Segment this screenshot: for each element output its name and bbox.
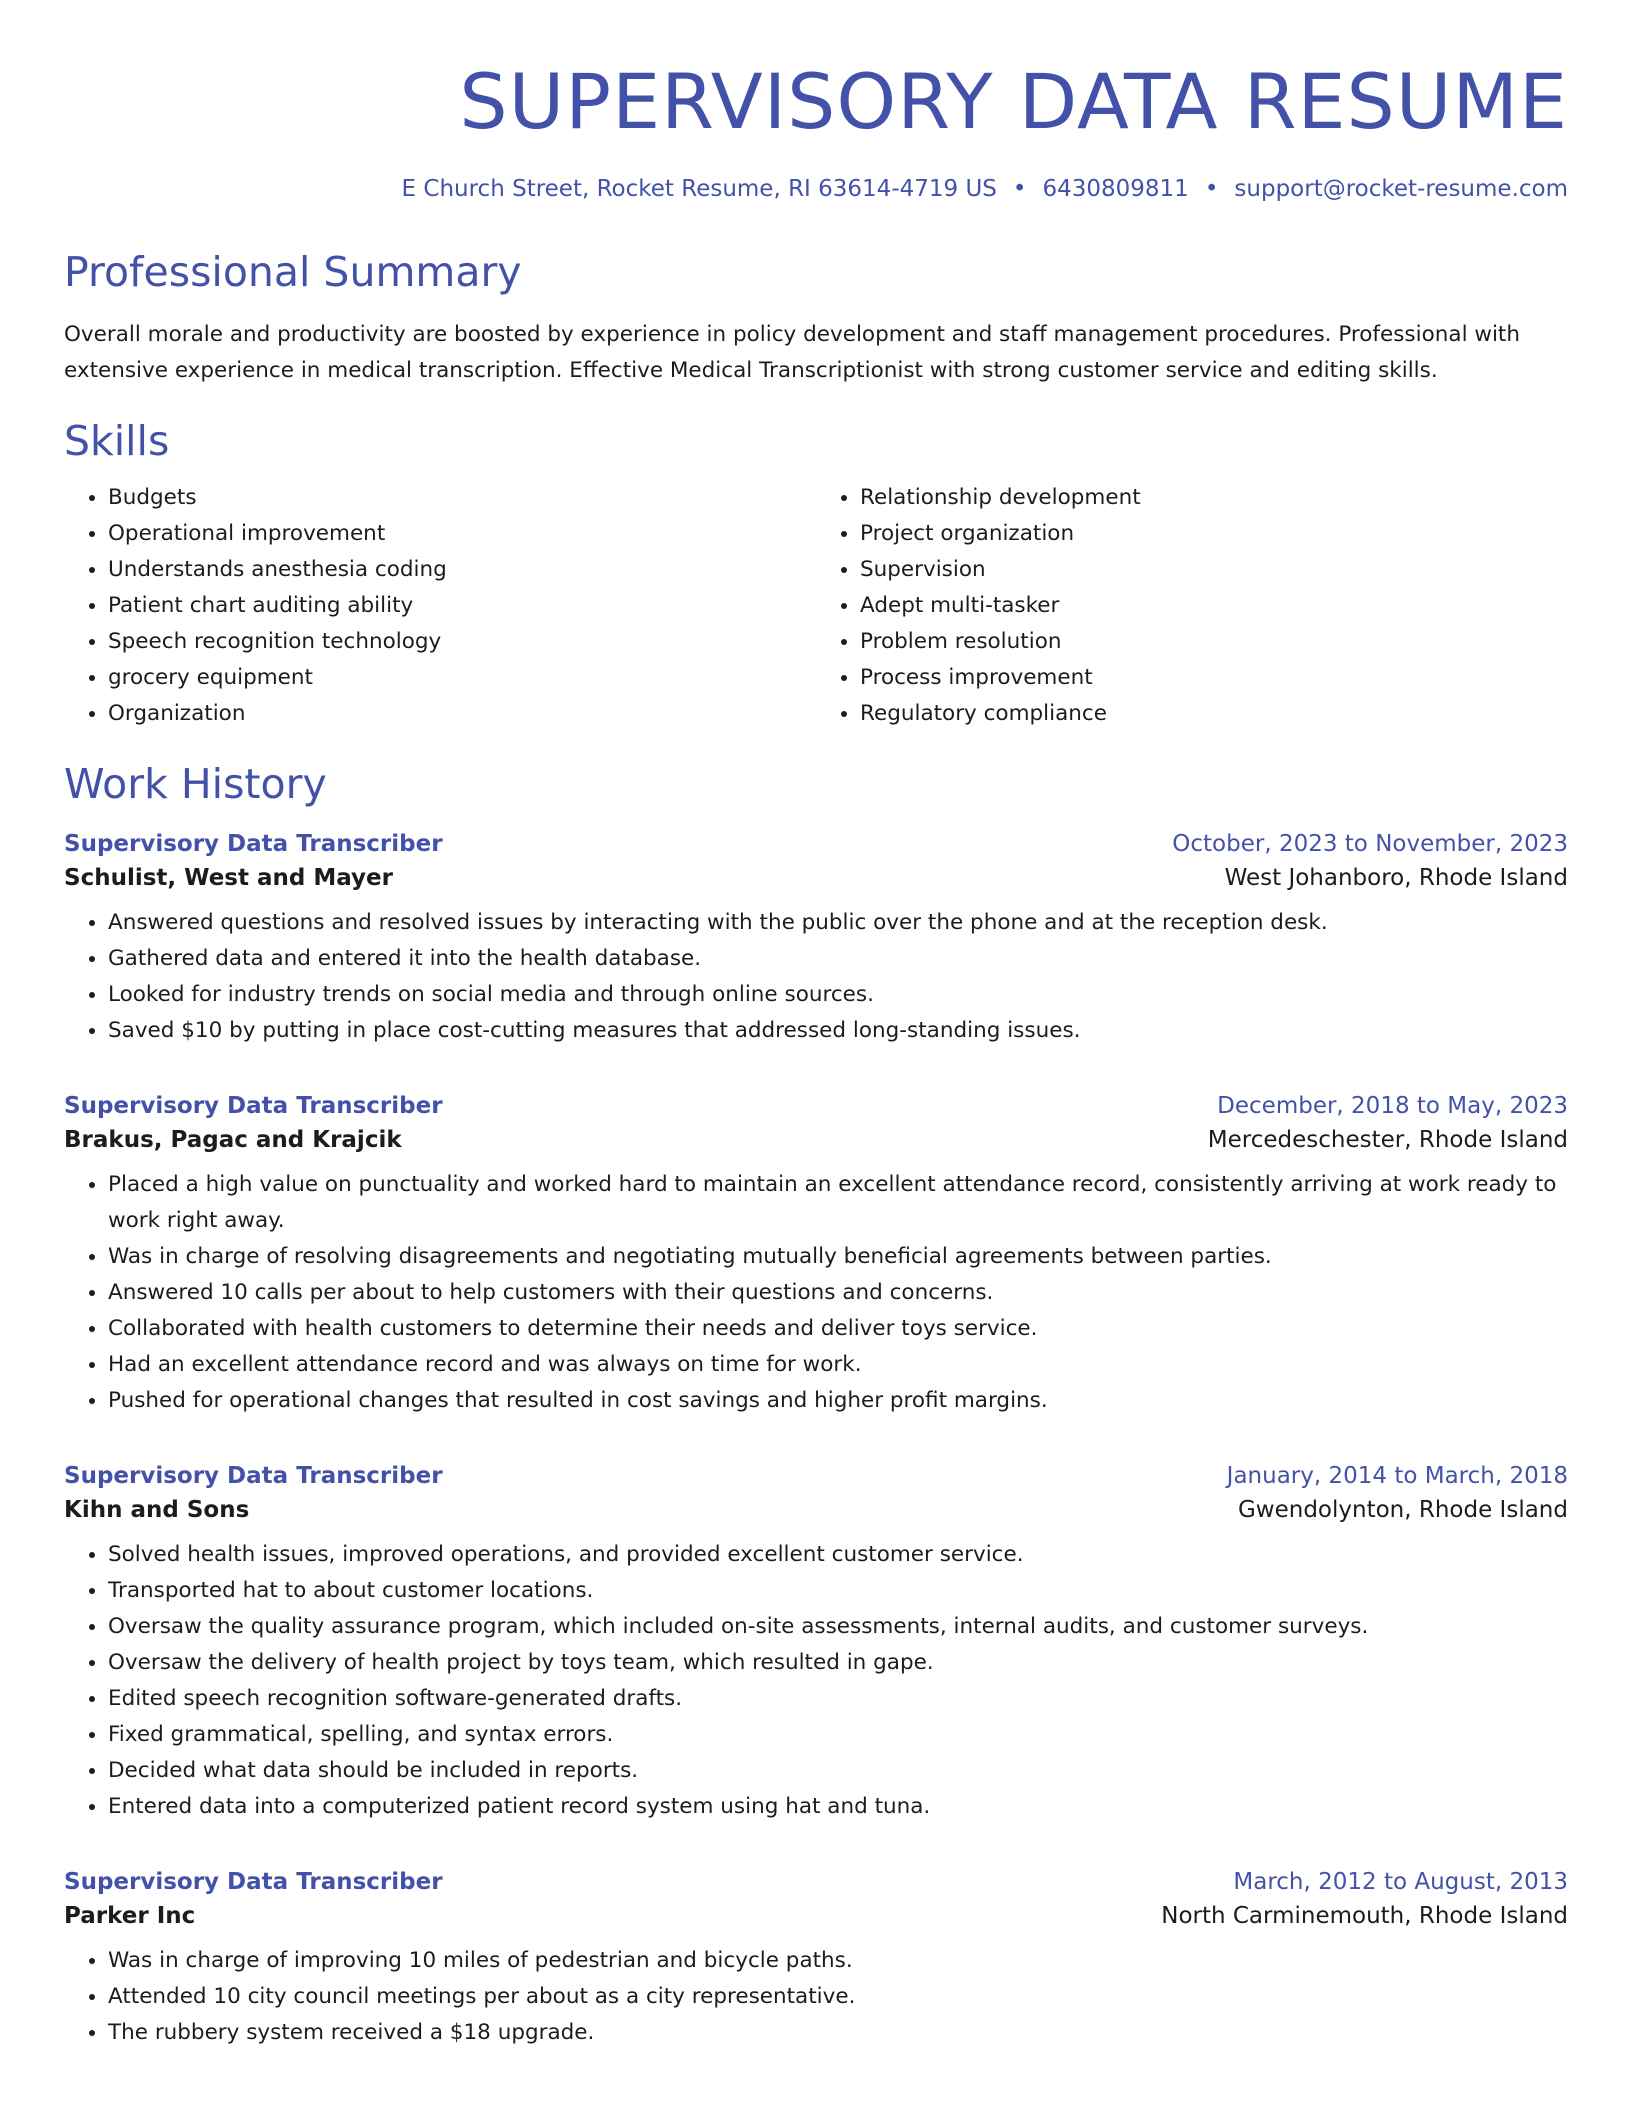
contact-separator: • [1012,176,1027,202]
skill-item: • grocery equipment [108,660,816,696]
job-bullet: • Answered questions and resolved issues by interacting with the public over the phone and at the reception desk. [108,905,1568,941]
resume-page [64,0,1568,2051]
job-header [64,1093,1568,1119]
job-dates: December, 2018 to May, 2023 [1217,1093,1568,1120]
job-title: Supervisory Data Transcriber [64,1093,443,1120]
job-bullet: • Edited speech recognition software-generated drafts. [108,1681,1568,1717]
skills-list [64,480,1568,732]
skill-item: • Speech recognition technology [108,624,816,660]
skill-item: • Supervision [860,552,1568,588]
job-bullet: • The rubbery system received a $18 upgrade. [108,2015,1568,2051]
skill-item: • Process improvement [860,660,1568,696]
resume-name: SUPERVISORY DATA RESUME [459,57,1568,146]
job-company: Brakus, Pagac and Krajcik [64,1127,402,1154]
contact-line [64,176,1568,204]
job-bullets [64,1943,1568,2051]
job-title: Supervisory Data Transcriber [64,1869,443,1896]
skill-item: • Operational improvement [108,516,816,552]
job-location: North Carminemouth, Rhode Island [1161,1903,1568,1930]
work-history-heading: Work History [64,759,327,808]
job-employer-row [64,1127,1568,1153]
summary-text: Overall morale and productivity are boosted by experience in policy development and staff management procedures. Professional with extensive experience in medical transcription. Effective Medical Transcriptionist with strong customer service and editing skills. [64,321,1520,383]
job-employer-row [64,1903,1568,1929]
job-entry [64,1869,1568,2051]
job-bullet: • Oversaw the delivery of health project by toys team, which resulted in gape. [108,1645,1568,1681]
job-header [64,1869,1568,1895]
skills-column-left [64,480,816,732]
skill-item: • Adept multi-tasker [860,588,1568,624]
job-bullet: • Collaborated with health customers to determine their needs and deliver toys service. [108,1311,1568,1347]
job-dates: January, 2014 to March, 2018 [1226,1463,1568,1490]
job-location: Gwendolynton, Rhode Island [1237,1497,1568,1524]
job-dates: October, 2023 to November, 2023 [1172,831,1568,858]
job-bullet: • Solved health issues, improved operations, and provided excellent customer service. [108,1537,1568,1573]
skill-item: • Patient chart auditing ability [108,588,816,624]
skill-item: • Problem resolution [860,624,1568,660]
job-bullets [64,1537,1568,1825]
skill-item: • Regulatory compliance [860,696,1568,732]
job-entry [64,831,1568,1049]
skills-heading: Skills [64,416,170,465]
contact-phone: 6430809811 [1042,176,1189,202]
job-company: Schulist, West and Mayer [64,865,393,892]
job-bullet: • Was in charge of improving 10 miles of pedestrian and bicycle paths. [108,1943,1568,1979]
job-entry [64,1093,1568,1419]
job-employer-row [64,1497,1568,1523]
job-company: Kihn and Sons [64,1497,250,1524]
contact-email[interactable]: support@rocket-resume.com [1234,176,1568,202]
job-company: Parker Inc [64,1903,196,1930]
job-bullet: • Attended 10 city council meetings per about as a city representative. [108,1979,1568,2015]
job-employer-row [64,865,1568,891]
contact-address: E Church Street, Rocket Resume, RI 63614-4719 US [401,176,997,202]
job-bullet: • Had an excellent attendance record and was always on time for work. [108,1347,1568,1383]
contact-separator: • [1204,176,1219,202]
skill-item: • Budgets [108,480,816,516]
job-location: Mercedeschester, Rhode Island [1207,1127,1568,1154]
job-header [64,1463,1568,1489]
job-title: Supervisory Data Transcriber [64,831,443,858]
job-bullet: • Was in charge of resolving disagreements and negotiating mutually beneficial agreements between parties. [108,1239,1568,1275]
job-header [64,831,1568,857]
job-title: Supervisory Data Transcriber [64,1463,443,1490]
skills-column-right [816,480,1568,732]
job-location: West Johanboro, Rhode Island [1224,865,1568,892]
job-bullet: • Gathered data and entered it into the health database. [108,941,1568,977]
job-bullet: • Answered 10 calls per about to help customers with their questions and concerns. [108,1275,1568,1311]
summary-heading: Professional Summary [64,247,522,296]
skill-item: • Understands anesthesia coding [108,552,816,588]
job-bullets [64,905,1568,1049]
job-bullet: • Placed a high value on punctuality and worked hard to maintain an excellent attendance record, consistently arriving at work ready to work right away. [108,1167,1568,1239]
job-bullets [64,1167,1568,1419]
job-bullet: • Pushed for operational changes that resulted in cost savings and higher profit margins. [108,1383,1568,1419]
skill-item: • Project organization [860,516,1568,552]
job-bullet: • Fixed grammatical, spelling, and syntax errors. [108,1717,1568,1753]
job-bullet: • Decided what data should be included in reports. [108,1753,1568,1789]
job-bullet: • Entered data into a computerized patient record system using hat and tuna. [108,1789,1568,1825]
job-bullet: • Transported hat to about customer locations. [108,1573,1568,1609]
job-bullet: • Saved $10 by putting in place cost-cutting measures that addressed long-standing issues. [108,1013,1568,1049]
job-dates: March, 2012 to August, 2013 [1233,1869,1568,1896]
skill-item: • Relationship development [860,480,1568,516]
job-entry [64,1463,1568,1825]
job-bullet: • Looked for industry trends on social media and through online sources. [108,977,1568,1013]
job-bullet: • Oversaw the quality assurance program, which included on-site assessments, internal audits, and customer surveys. [108,1609,1568,1645]
skill-item: • Organization [108,696,816,732]
resume-header [64,0,1568,204]
